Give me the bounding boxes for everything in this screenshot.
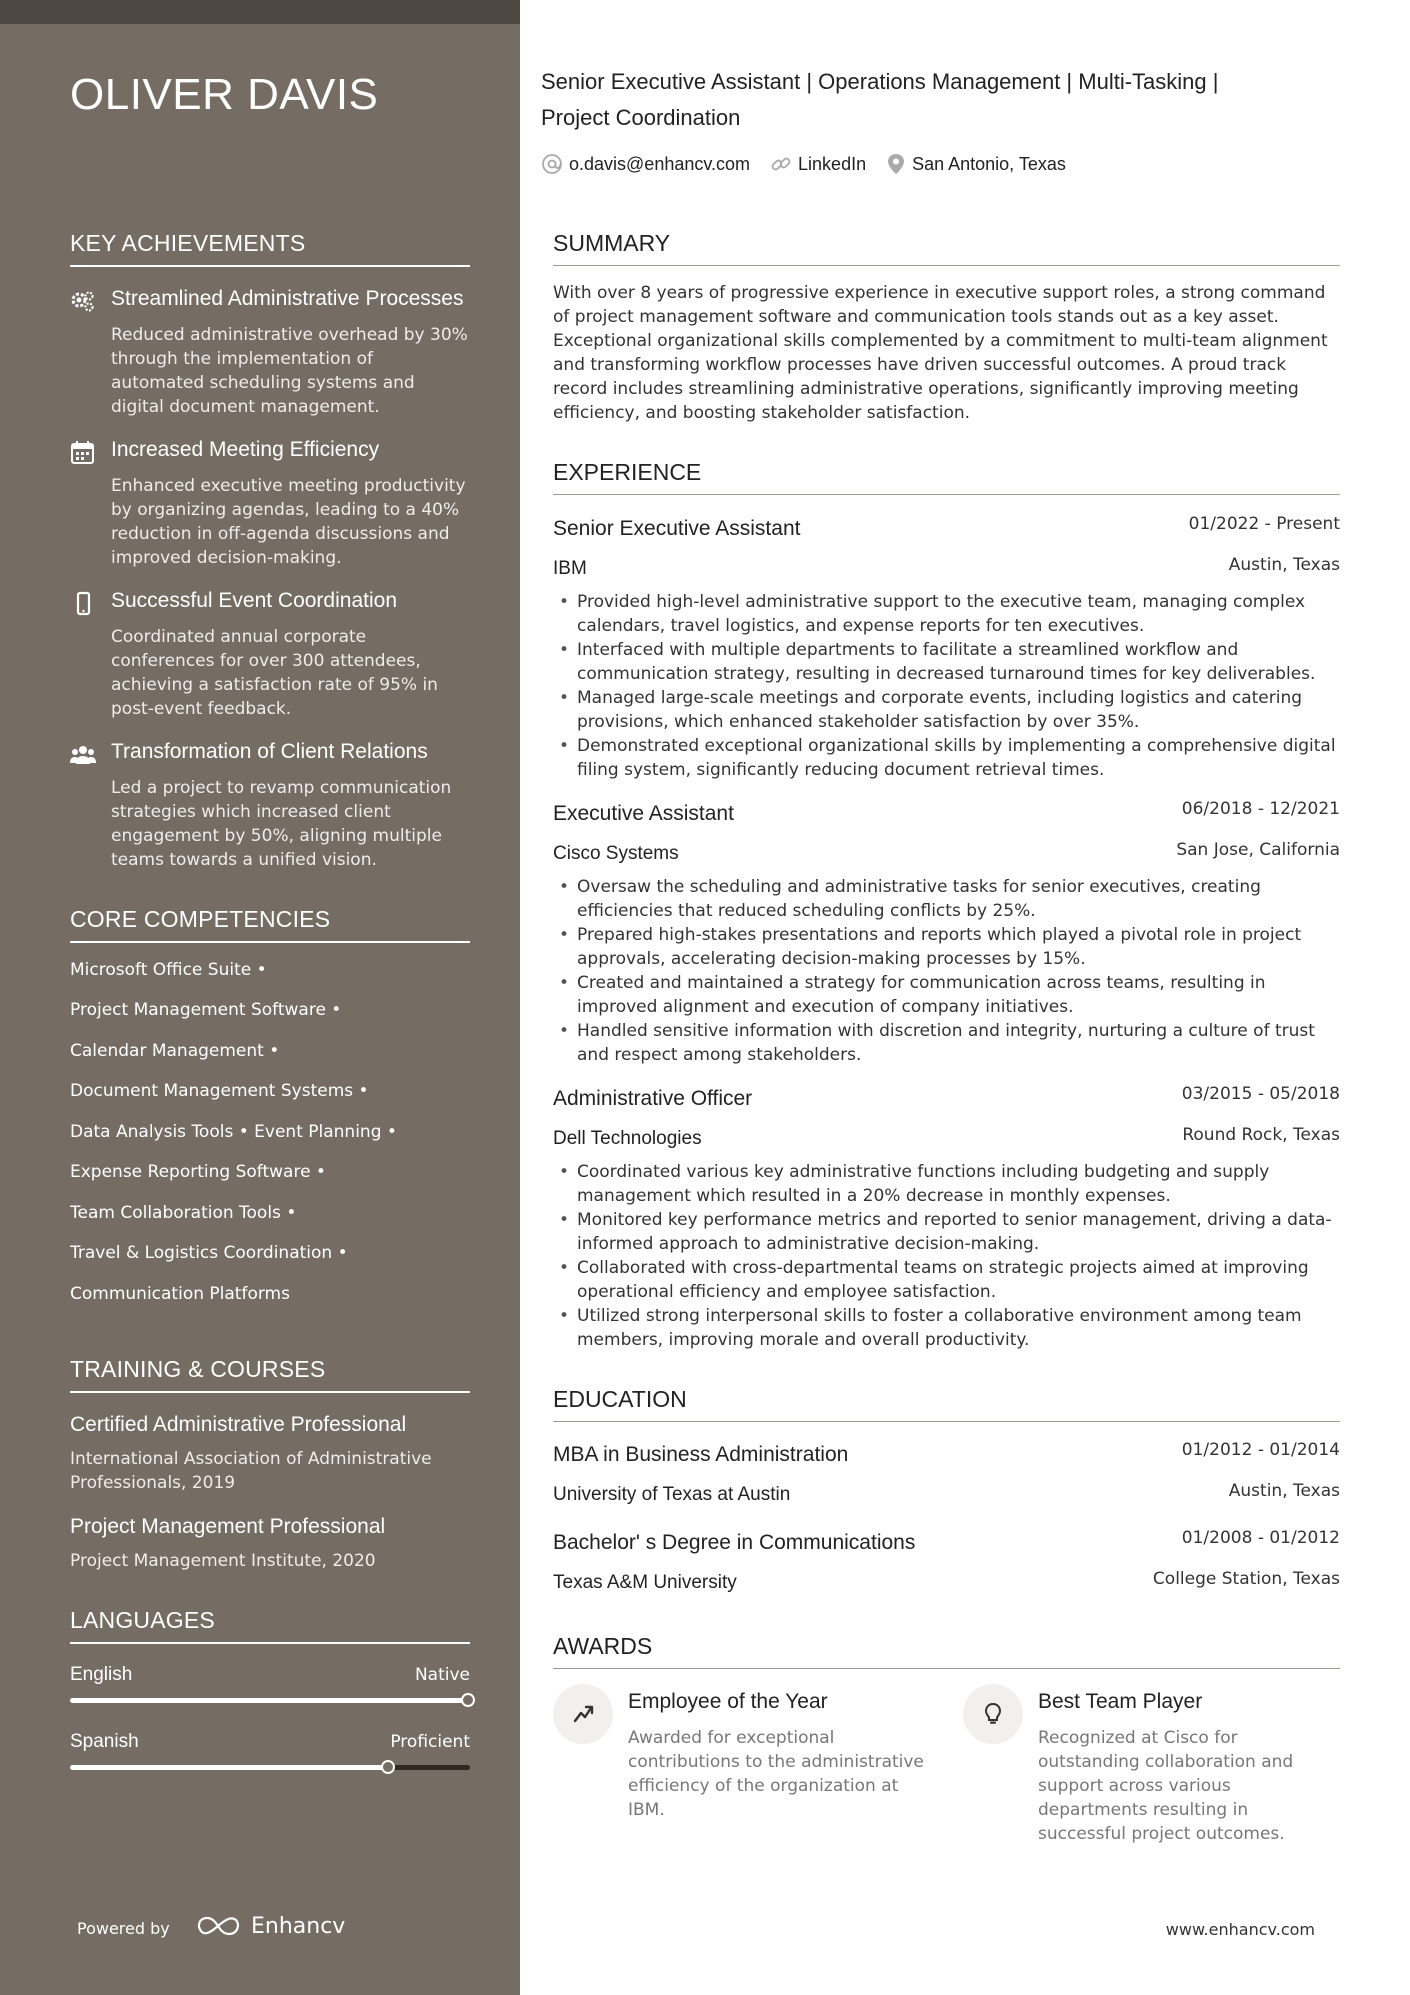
linkedin-text: LinkedIn — [798, 153, 867, 174]
contact-row — [541, 150, 1086, 178]
education-heading: EDUCATION — [553, 1386, 1340, 1422]
competency-item: Calendar Management • — [70, 1041, 280, 1061]
achievement-description: Led a project to revamp communication strategies which increased client engagement by 50%, aligning multiple teams towards a unified vision. — [111, 778, 452, 870]
job-bullet: • Prepared high-stakes presentations and reports which played a pivotal role in project approvals, accelerating decision-making processes by 15%. — [553, 923, 1340, 971]
competency-item: Travel & Logistics Coordination • — [70, 1243, 348, 1263]
calendar-icon — [70, 440, 96, 466]
language-proficiency-bar — [70, 1698, 470, 1703]
competencies-heading: CORE COMPETENCIES — [70, 906, 470, 943]
language-proficiency-knob — [381, 1760, 395, 1774]
summary-heading: SUMMARY — [553, 230, 1340, 266]
award-title: Best Team Player — [1038, 1690, 1203, 1713]
job-bullet: • Provided high-level administrative support to the executive team, managing complex calendars, travel logistics, and expense reports for ten executives. — [553, 590, 1340, 638]
language-proficiency-bar — [70, 1765, 470, 1770]
awards-heading: AWARDS — [553, 1633, 1340, 1669]
email-text: o.davis@enhancv.com — [569, 153, 751, 174]
job-bullet: • Interfaced with multiple departments to facilitate a streamlined workflow and communication strategy, resulting in decreased turnaround times for key deliverables. — [553, 638, 1340, 686]
education-school: University of Texas at Austin — [553, 1484, 791, 1505]
enhancv-logo[interactable] — [195, 1912, 345, 1940]
education-location: College Station, Texas — [1152, 1569, 1340, 1589]
job-bullet: • Demonstrated exceptional organizational skills by implementing a comprehensive digital filing system, significantly reducing document retrieval times. — [553, 734, 1340, 782]
location-contact — [886, 153, 1066, 175]
competency-item: Communication Platforms — [70, 1284, 290, 1304]
job-title: Executive Assistant — [553, 802, 734, 825]
footer-website-link[interactable]: www.enhancv.com — [1165, 1920, 1315, 1939]
job-bullets — [553, 875, 1340, 1067]
competency-item: Document Management Systems • — [70, 1081, 369, 1101]
powered-by-label: Powered by — [77, 1919, 170, 1938]
achievements-heading: KEY ACHIEVEMENTS — [70, 230, 470, 267]
job-location: Austin, Texas — [1228, 555, 1340, 575]
sidebar-top-band — [0, 0, 520, 24]
language-proficiency-knob — [461, 1693, 475, 1707]
education-dates: 01/2008 - 01/2012 — [1181, 1528, 1340, 1548]
training-heading: TRAINING & COURSES — [70, 1356, 470, 1393]
job-location: Round Rock, Texas — [1182, 1125, 1340, 1145]
language-proficiency-fill — [70, 1698, 470, 1703]
language-name: Spanish — [70, 1731, 139, 1752]
job-company: IBM — [553, 558, 587, 579]
job-company: Dell Technologies — [553, 1128, 702, 1149]
languages-heading: LANGUAGES — [70, 1607, 470, 1644]
experience-heading: EXPERIENCE — [553, 459, 1340, 495]
achievement-title: Successful Event Coordination — [111, 589, 397, 612]
summary-text: With over 8 years of progressive experience in executive support roles, a strong command of project management software and communication tools stands out as a key asset. Exceptional organizational skills complemented by a commitment to multi-team alignment and transforming workflow processes have driven successful outcomes. A proud track record includes streamlining administrative operations, significantly improving meeting efficiency, and boosting stakeholder satisfaction. — [553, 283, 1328, 423]
job-bullet: • Utilized strong interpersonal skills to foster a collaborative environment among team members, improving morale and overall productivity. — [553, 1304, 1340, 1352]
education-school: Texas A&M University — [553, 1572, 737, 1593]
training-title: Certified Administrative Professional — [70, 1413, 407, 1436]
job-dates: 06/2018 - 12/2021 — [1181, 799, 1340, 819]
education-degree: MBA in Business Administration — [553, 1443, 849, 1466]
education-dates: 01/2012 - 01/2014 — [1181, 1440, 1340, 1460]
language-level: Native — [414, 1665, 470, 1685]
job-company: Cisco Systems — [553, 843, 679, 864]
competency-item: Project Management Software • — [70, 1000, 342, 1020]
achievement-description: Coordinated annual corporate conferences for over 300 attendees, achieving a satisfaction rate of 95% in post-event feedback. — [111, 627, 438, 719]
award-description: Recognized at Cisco for outstanding collaboration and support across various departments resulting in successful project outcomes. — [1038, 1728, 1294, 1844]
achievement-title: Transformation of Client Relations — [111, 740, 428, 763]
language-level: Proficient — [390, 1732, 470, 1752]
enhancv-logo-icon — [195, 1914, 241, 1938]
linkedin-contact[interactable] — [770, 153, 866, 175]
job-bullet: • Handled sensitive information with discretion and integrity, nurturing a culture of trust and respect among stakeholders. — [553, 1019, 1340, 1067]
mobile-icon — [70, 591, 96, 617]
gears-icon — [70, 289, 96, 315]
job-bullet: • Monitored key performance metrics and reported to senior management, driving a data-informed approach to administrative decision-making. — [553, 1208, 1340, 1256]
map-pin-icon — [886, 153, 906, 175]
location-text: San Antonio, Texas — [912, 153, 1066, 174]
job-bullet: • Created and maintained a strategy for communication across teams, resulting in improved alignment and execution of company initiatives. — [553, 971, 1340, 1019]
award-icon-circle — [963, 1684, 1023, 1744]
training-title: Project Management Professional — [70, 1515, 386, 1538]
lightbulb-icon — [980, 1701, 1006, 1727]
job-location: San Jose, California — [1176, 840, 1340, 860]
job-dates: 03/2015 - 05/2018 — [1181, 1084, 1340, 1104]
email-contact[interactable] — [541, 153, 750, 175]
link-icon — [770, 153, 792, 175]
resume-headline: Senior Executive Assistant | Operations Management | Multi-Tasking | Project Coordination — [541, 69, 1219, 130]
job-bullet: • Managed large-scale meetings and corporate events, including logistics and catering provisions, which enhanced stakeholder satisfaction by over 35%. — [553, 686, 1340, 734]
language-name: English — [70, 1664, 133, 1685]
job-title: Administrative Officer — [553, 1087, 753, 1110]
training-provider: Project Management Institute, 2020 — [70, 1551, 376, 1571]
candidate-name: OLIVER DAVIS — [70, 70, 379, 119]
award-title: Employee of the Year — [628, 1690, 828, 1713]
job-bullets — [553, 1160, 1340, 1352]
job-bullet: • Coordinated various key administrative functions including budgeting and supply management which resulted in a 20% decrease in monthly expenses. — [553, 1160, 1340, 1208]
job-title: Senior Executive Assistant — [553, 517, 801, 540]
trophy-arrow-icon — [570, 1701, 596, 1727]
sidebar — [0, 0, 520, 1995]
education-location: Austin, Texas — [1228, 1481, 1340, 1501]
education-degree: Bachelor' s Degree in Communications — [553, 1531, 916, 1554]
job-bullet: • Collaborated with cross-departmental teams on strategic projects aimed at improving operational efficiency and employee satisfaction. — [553, 1256, 1340, 1304]
at-icon — [541, 153, 563, 175]
achievement-title: Streamlined Administrative Processes — [111, 287, 464, 310]
achievement-description: Reduced administrative overhead by 30% through the implementation of automated scheduling systems and digital document management. — [111, 325, 468, 417]
competency-item: Expense Reporting Software • — [70, 1162, 326, 1182]
award-description: Awarded for exceptional contributions to the administrative efficiency of the organization at IBM. — [628, 1728, 924, 1820]
achievement-title: Increased Meeting Efficiency — [111, 438, 380, 461]
award-icon-circle — [553, 1684, 613, 1744]
competency-item: Data Analysis Tools • Event Planning • — [70, 1122, 397, 1142]
job-dates: 01/2022 - Present — [1188, 514, 1340, 534]
language-proficiency-fill — [70, 1765, 390, 1770]
enhancv-logo-text: Enhancv — [251, 1913, 346, 1939]
job-bullet: • Oversaw the scheduling and administrative tasks for senior executives, creating efficiencies that reduced scheduling conflicts by 25%. — [553, 875, 1340, 923]
competency-item: Microsoft Office Suite • — [70, 960, 267, 980]
competency-item: Team Collaboration Tools • — [70, 1203, 297, 1223]
users-icon — [70, 742, 96, 768]
job-bullets — [553, 590, 1340, 782]
training-provider: International Association of Administrative Professionals, 2019 — [70, 1449, 432, 1493]
achievement-description: Enhanced executive meeting productivity by organizing agendas, leading to a 40% reduction in off-agenda discussions and improved decision-making. — [111, 476, 466, 568]
